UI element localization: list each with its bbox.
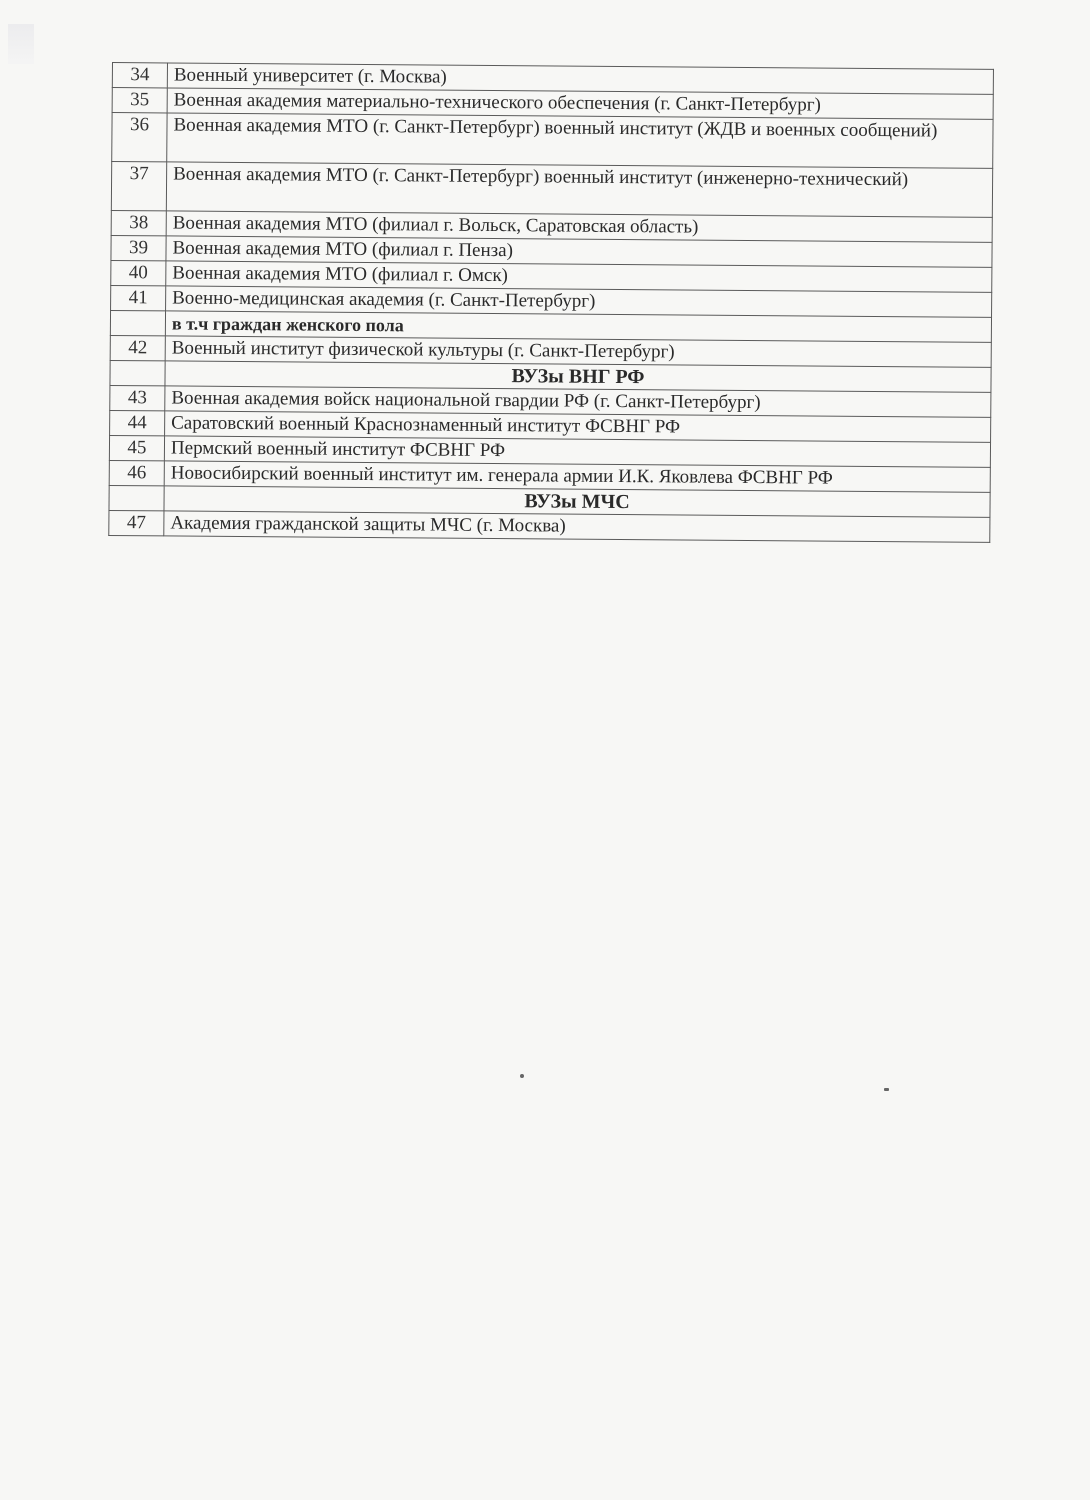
- scan-speck: [884, 1088, 889, 1091]
- row-number: 38: [111, 210, 166, 235]
- row-number: [110, 360, 165, 385]
- row-number: 42: [110, 335, 165, 360]
- row-text: Военный университет (г. Москва): [167, 63, 993, 94]
- table-row: [112, 113, 993, 169]
- row-number: 46: [109, 460, 164, 485]
- table-row: [111, 162, 992, 218]
- row-text: Военная академия материально-технического обеспечения (г. Санкт-Петербург): [167, 88, 993, 119]
- row-number: 39: [111, 235, 166, 260]
- row-subheading-text: в т.ч граждан женского пола: [165, 311, 991, 342]
- row-number: 37: [111, 162, 166, 211]
- row-text: Военная академия МТО (г. Санкт-Петербург) военный институт (инженерно-технический): [166, 162, 992, 217]
- row-number: 45: [109, 435, 164, 460]
- scan-artifact: [8, 24, 34, 64]
- row-number: 36: [112, 113, 167, 162]
- row-text: Военная академия МТО (г. Санкт-Петербург) военный институт (ЖДВ и военных сообщений): [167, 113, 993, 168]
- row-number: 35: [112, 88, 167, 113]
- row-number: 40: [111, 260, 166, 285]
- row-text: Академия гражданской защиты МЧС (г. Москва): [164, 511, 990, 542]
- row-number: [110, 310, 165, 335]
- row-text: Военно-медицинская академия (г. Санкт-Петербург): [166, 286, 992, 317]
- row-text: Военная академия МТО (филиал г. Вольск, Саратовская область): [166, 211, 992, 242]
- row-text: Военная академия МТО (филиал г. Омск): [166, 261, 992, 292]
- row-number: 44: [110, 410, 165, 435]
- section-heading-text: ВУЗы МЧС: [164, 486, 990, 517]
- row-text: Саратовский военный Краснознаменный институт ФСВНГ РФ: [165, 411, 991, 442]
- university-table-container: [108, 62, 994, 543]
- section-heading-text: ВУЗы ВНГ РФ: [165, 361, 991, 392]
- row-number: 34: [112, 63, 167, 88]
- row-number: 43: [110, 385, 165, 410]
- university-table: [108, 62, 994, 543]
- row-number: [109, 485, 164, 510]
- row-text: Пермский военный институт ФСВНГ РФ: [164, 436, 990, 467]
- row-number: 41: [111, 285, 166, 310]
- scan-speck: [520, 1074, 524, 1078]
- row-text: Военный институт физической культуры (г. Санкт-Петербург): [165, 336, 991, 367]
- row-number: 47: [109, 510, 164, 535]
- row-text: Новосибирский военный институт им. генерала армии И.К. Яковлева ФСВНГ РФ: [164, 461, 990, 492]
- row-text: Военная академия МТО (филиал г. Пенза): [166, 236, 992, 267]
- row-text: Военная академия войск национальной гвардии РФ (г. Санкт-Петербург): [165, 386, 991, 417]
